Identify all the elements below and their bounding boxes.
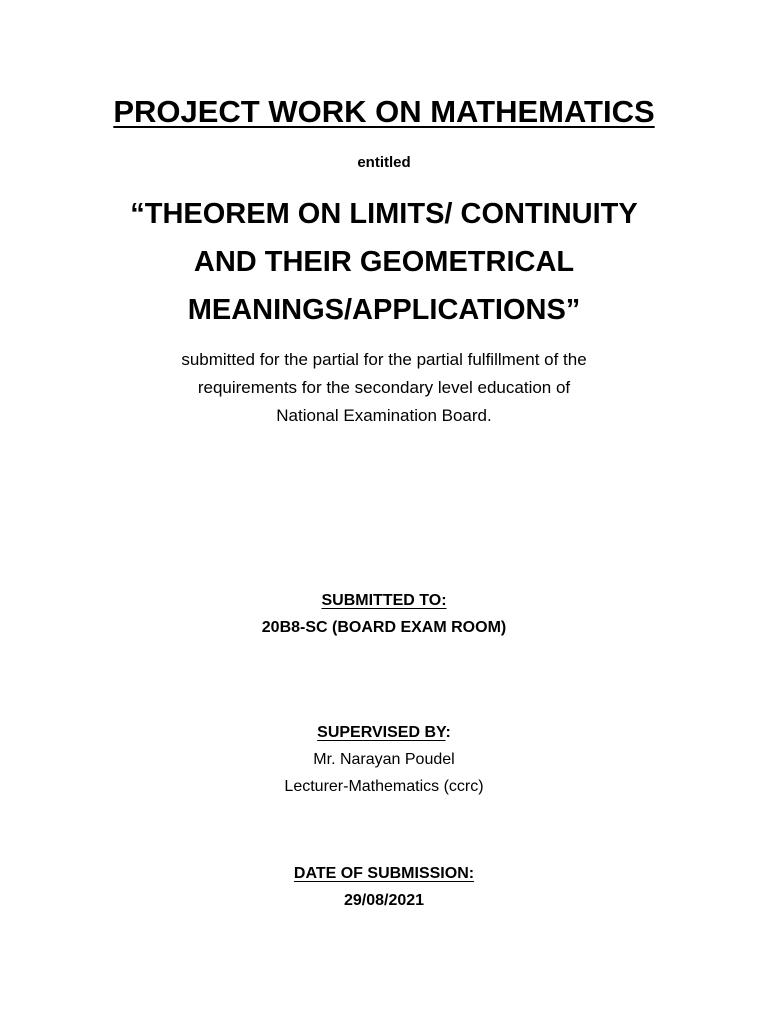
submission-note-line: requirements for the secondary level education of [197,378,571,397]
submission-note [84,346,684,430]
supervised-by-colon: : [445,724,451,741]
date-of-submission-section [0,860,768,914]
supervisor-designation: Lecturer-Mathematics (ccrc) [284,778,484,795]
submitted-to-heading: SUBMITTED TO: [321,592,447,609]
main-title: PROJECT WORK ON MATHEMATICS [113,94,655,129]
supervised-by-heading: SUPERVISED BY [317,724,446,741]
project-title [84,190,684,334]
submission-note-line: submitted for the partial for the partial fulfillment of the [181,350,587,369]
project-title-line: “THEOREM ON LIMITS/ CONTINUITY [130,198,638,230]
date-of-submission-heading: DATE OF SUBMISSION: [293,865,475,882]
date-of-submission-value: 29/08/2021 [343,892,425,909]
supervised-by-heading-row [0,719,768,746]
supervisor-name: Mr. Narayan Poudel [313,751,455,768]
submission-note-line: National Examination Board. [276,406,492,425]
supervised-by-section [0,719,768,800]
project-title-line: AND THEIR GEOMETRICAL [193,246,575,278]
submitted-to-value: 20B8-SC (BOARD EXAM ROOM) [261,619,507,636]
submitted-to-section [0,587,768,641]
project-title-line: MEANINGS/APPLICATIONS” [187,294,581,326]
entitled-label: entitled [357,154,411,171]
